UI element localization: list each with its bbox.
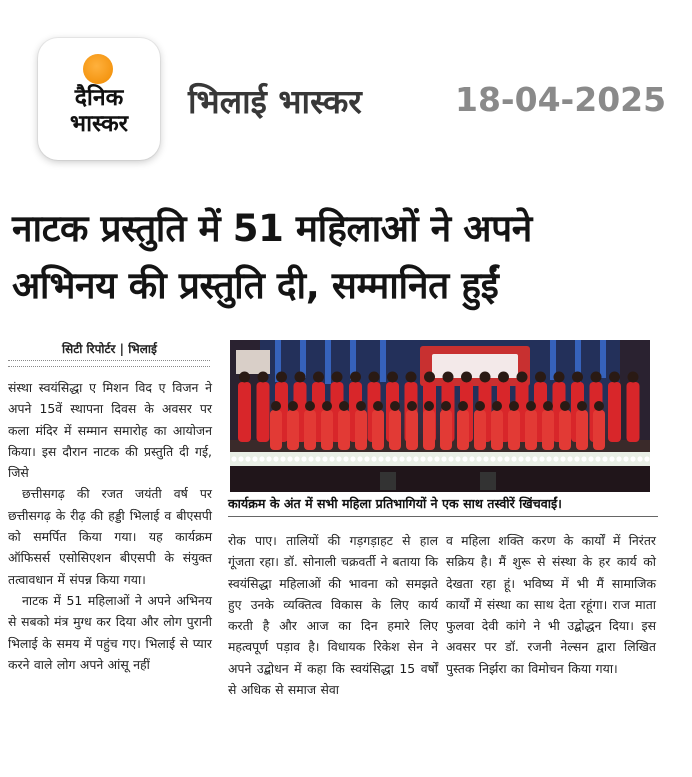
logo-text-line1: दैनिक xyxy=(74,85,124,111)
dainik-bhaskar-logo xyxy=(38,38,160,160)
byline-divider-secondary xyxy=(8,366,210,367)
edition-name: भिलाई भास्कर xyxy=(188,82,362,121)
publication-date: 18-04-2025 xyxy=(455,80,667,119)
article-column-1 xyxy=(8,377,212,675)
sun-icon xyxy=(83,54,113,84)
paragraph-2: छत्तीसगढ़ की रजत जयंती वर्ष पर छत्तीसगढ़ के रीढ़ की हड्डी भिलाई व बीएसपी को समर्पित किया गया। यह कार्यक्रम ऑफिसर्स एसोसिएशन बीएसपी के संयुक्त तत्वावधान में संपन्न किया गया। xyxy=(8,486,212,587)
byline-divider xyxy=(8,360,210,361)
article-headline xyxy=(12,200,682,314)
paragraph-3: नाटक में 51 महिलाओं ने अपने अभिनय से सबको मंत्र मुग्ध कर दिया और लोग पुरानी भिलाई के समय में पहुंच गए। भिलाई से प्यार करने वाले लोग अपने आंसू नहीं xyxy=(8,592,212,672)
paragraph-4: रोक पाए। तालियों की गड़गड़ाहट से हाल गूंजता रहा। डॉ. सोनाली चक्रवर्ती ने बताया कि स्वयंसिद्धा महिलाओं की भावना को समझते हुए उनके व्यक्तित्व विकास के लिए कार्य करती है और आज का दिन हमारे लिए महत्वपूर्ण पड़ाव है। विधायक रिकेश सेन ने अपने उद्बोधन में कहा कि स्वयंसिद्धा 15 वर्षों से अधिक से समाज सेवा xyxy=(228,533,438,698)
article-column-2 xyxy=(228,530,438,700)
headline-line-2: अभिनय की प्रस्तुति दी, सम्मानित हुईं xyxy=(12,264,499,307)
logo-text-line2: भास्कर xyxy=(69,111,129,137)
headline-line-1: नाटक प्रस्तुति में 51 महिलाओं ने अपने xyxy=(12,207,532,250)
byline: सिटी रिपोर्टर | भिलाई xyxy=(62,342,157,356)
event-group-photo xyxy=(230,340,650,492)
paragraph-1: संस्था स्वयंसिद्धा ए मिशन विद ए विजन ने अपने 15वें स्थापना दिवस के अवसर पर कला मंदिर में सम्मान समारोह का आयोजन किया। इस दौरान नाटक की प्रस्तुति दी गई, जिसे xyxy=(8,380,212,481)
article-column-3 xyxy=(446,530,656,679)
paragraph-5: व महिला शक्ति करण के कार्यों में निरंतर सक्रिय है। मैं शुरू से संस्था के हर कार्य को देखता रहा हूं। भविष्य में भी मैं सामाजिक कार्यों में संस्था का साथ देता रहूंगा। राज माता फुलवा देवी कांगे ने भी उद्बोद्धन दिया। इस अवसर पर डॉ. रजनी नेल्सन द्वारा लिखित पुस्तक निर्झरा का विमोचन किया गया। xyxy=(446,533,656,676)
photo-caption: कार्यक्रम के अंत में सभी महिला प्रतिभागियों ने एक साथ तस्वीरें खिंचवाईं। xyxy=(228,495,658,517)
